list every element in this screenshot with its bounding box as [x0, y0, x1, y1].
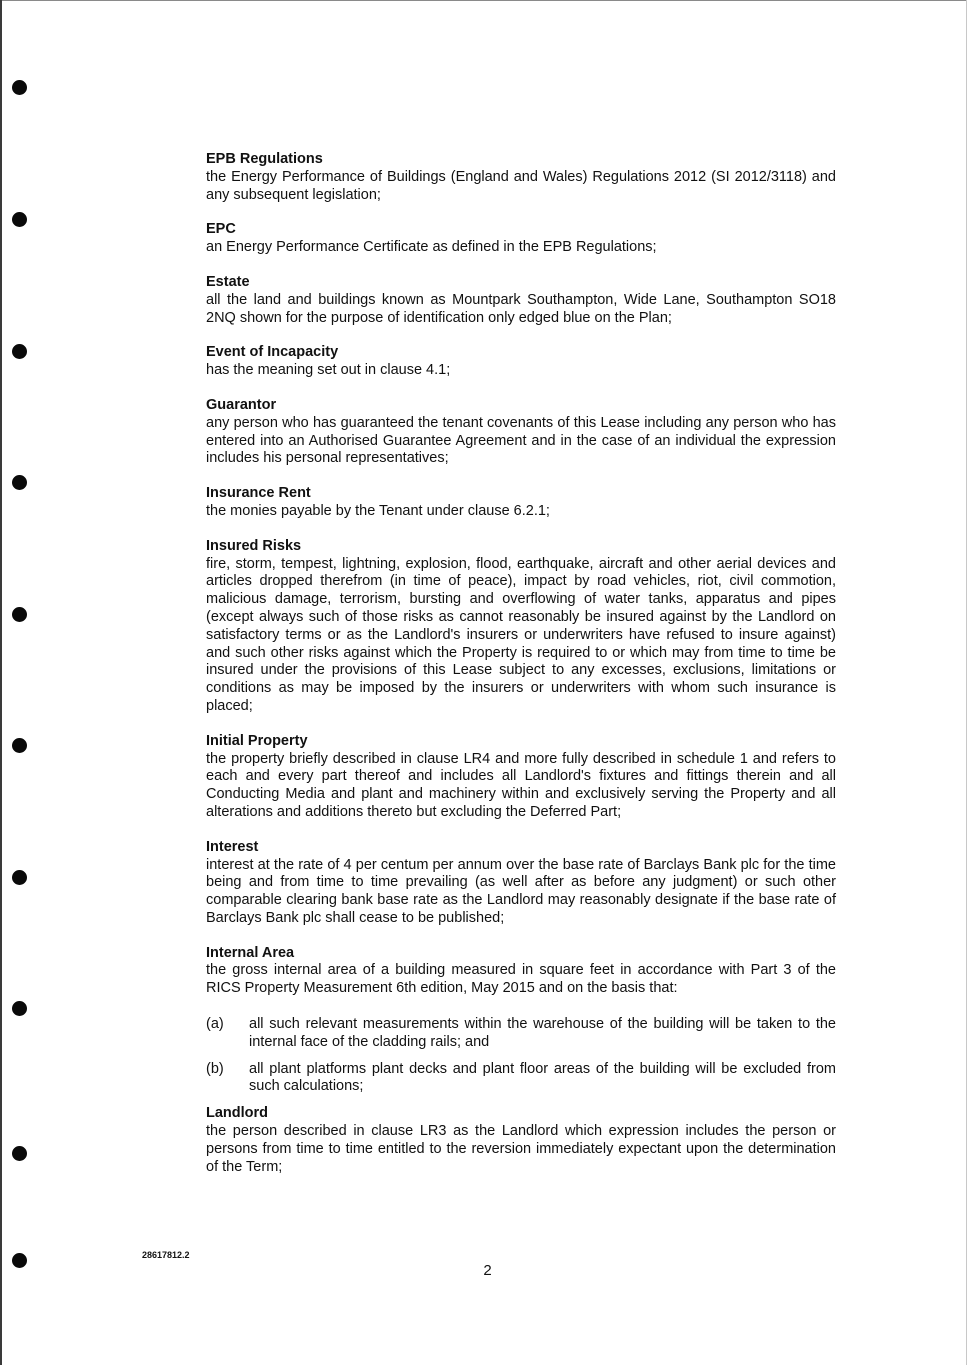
document-reference: 28617812.2 — [142, 1250, 190, 1260]
definition-text: has the meaning set out in clause 4.1; — [206, 362, 451, 379]
punch-hole — [12, 344, 27, 359]
definition-term: Landlord — [206, 1105, 269, 1122]
definition-term: Internal Area — [206, 944, 295, 961]
definition-text: the gross internal area of a building measured in square feet in accordance with Part 3 of the RICS Property Measurement 6th edition, May 2015 and on the basis that: — [206, 962, 836, 997]
definition-term: Guarantor — [206, 396, 277, 413]
definition-text: an Energy Performance Certificate as defined in the EPB Regulations; — [206, 239, 657, 256]
definition-epb-regulations — [206, 151, 836, 204]
punch-hole — [12, 870, 27, 885]
definition-landlord — [206, 1105, 836, 1176]
page-left-edge — [0, 0, 2, 1365]
definition-estate — [206, 274, 836, 327]
sub-clause-label: (b) — [206, 1060, 224, 1077]
definition-text: interest at the rate of 4 per centum per annum over the base rate of Barclays Bank plc for the time being and from time to time prevailing (as well after as before any judgment) or such other comparable clearing bank base rate as the Landlord may reasonably designate if the base rate of Barclays Bank plc shall cease to be published; — [206, 856, 836, 926]
definition-epc — [206, 221, 836, 257]
punch-hole — [12, 1146, 27, 1161]
punch-hole — [12, 212, 27, 227]
punch-hole — [12, 475, 27, 490]
definition-term: EPB Regulations — [206, 151, 323, 167]
definition-text: the Energy Performance of Buildings (England and Wales) Regulations 2012 (SI 2012/3118) and any subsequent legislation; — [206, 168, 836, 203]
sub-clause-list — [206, 1016, 836, 1096]
definition-term: Insured Risks — [206, 537, 302, 554]
punch-hole — [12, 1001, 27, 1016]
definition-text: any person who has guaranteed the tenant covenants of this Lease including any person who has entered into an Authorised Guarantee Agreement and in the case of an individual the expression includes his personal representatives; — [206, 414, 836, 467]
page-top-edge — [0, 0, 967, 1]
punch-hole — [12, 607, 27, 622]
definition-term: Event of Incapacity — [206, 344, 339, 361]
definition-term: Insurance Rent — [206, 485, 311, 502]
punch-hole — [12, 738, 27, 753]
definition-text: the property briefly described in clause LR4 and more fully described in schedule 1 and refers to each and every part thereof and includes all Landlord's fixtures and fittings therein and all Conducting Media and plant and machinery within and exclusively serving the Property and all alterations and additions thereto but excluding the Deferred Part; — [206, 750, 836, 820]
definition-initial-property — [206, 733, 836, 822]
definition-guarantor — [206, 397, 836, 468]
definition-text: the person described in clause LR3 as the Landlord which expression includes the person or persons from time to time entitled to the reversion immediately expectant upon the determination of the Term; — [206, 1123, 836, 1175]
definition-text: the monies payable by the Tenant under clause 6.2.1; — [206, 502, 550, 519]
definition-event-of-incapacity — [206, 344, 836, 380]
sub-clause-text: all plant platforms plant decks and plant floor areas of the building will be excluded from such calculations; — [249, 1060, 836, 1095]
sub-clause — [206, 1061, 836, 1097]
definition-insurance-rent — [206, 485, 836, 521]
sub-clause-label: (a) — [206, 1016, 224, 1033]
definition-term: Initial Property — [206, 732, 308, 749]
punch-hole — [12, 80, 27, 95]
definitions-list — [206, 151, 836, 1193]
sub-clause-text: all such relevant measurements within the warehouse of the building will be taken to the internal face of the cladding rails; and — [249, 1016, 836, 1050]
definition-term: EPC — [206, 221, 236, 238]
definition-internal-area — [206, 945, 836, 1097]
definition-term: Interest — [206, 838, 259, 855]
definition-term: Estate — [206, 273, 250, 290]
definition-interest — [206, 839, 836, 928]
page-number: 2 — [483, 1262, 492, 1279]
definition-text: fire, storm, tempest, lightning, explosion, flood, earthquake, aircraft and other aerial devices and articles dropped therefrom (in time of peace), impact by road vehicles, riot, civil commotion, malicious damage, terrorism, bursting and overflowing of water tanks, apparatus and pipes (except always such of those risks as cannot reasonably be insured against by the Landlord on satisfactory terms or as the Landlord's insurers or underwriters have refused to insure against) and such other risks against which the Property is required to or which may from time to time be insured under the provisions of this Lease subject to any excesses, exclusions, limitations or conditions as may be imposed by the insurers or underwriters with whom such insurance is placed; — [206, 555, 836, 714]
definition-insured-risks — [206, 538, 836, 716]
definition-text: all the land and buildings known as Mountpark Southampton, Wide Lane, Southampton SO18 2NQ shown for the purpose of identification only edged blue on the Plan; — [206, 291, 836, 326]
sub-clause — [206, 1016, 836, 1052]
